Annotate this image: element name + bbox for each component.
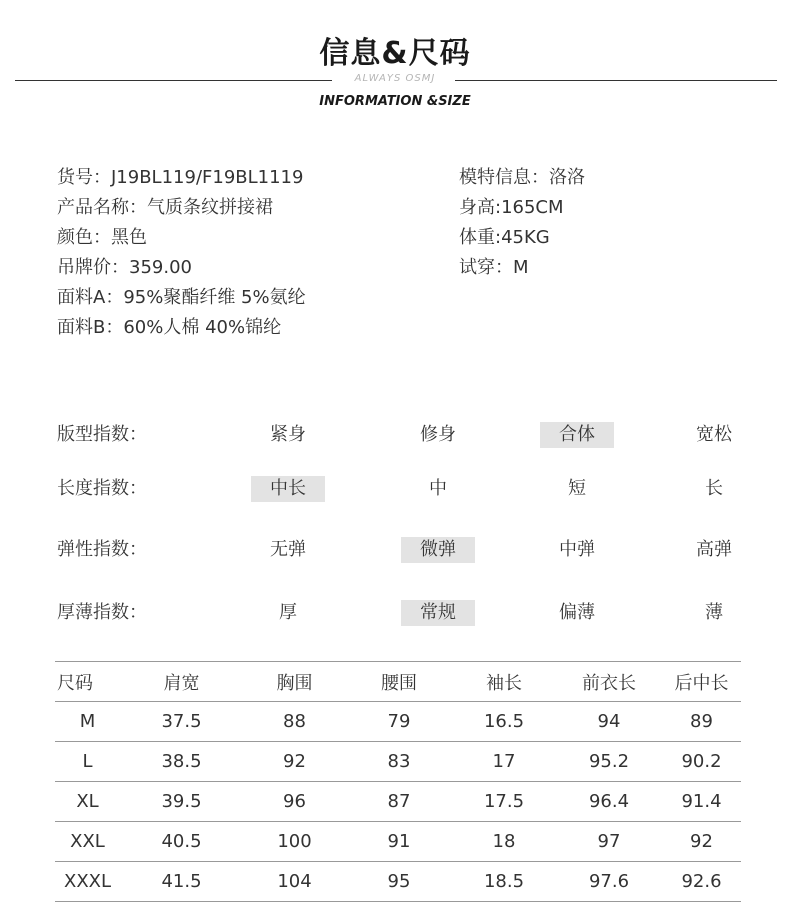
index-option: 修身 (420, 424, 456, 445)
table-cell: 92 (243, 742, 346, 782)
column-header: 前衣长 (556, 662, 662, 702)
column-header: 胸围 (243, 662, 346, 702)
table-cell: 83 (346, 742, 452, 782)
table-row (55, 782, 741, 822)
column-header: 腰围 (346, 662, 452, 702)
column-header: 肩宽 (120, 662, 243, 702)
model-info (459, 163, 585, 283)
table-cell: 79 (346, 702, 452, 742)
info-item-model: 模特信息：洛洛 (459, 167, 585, 188)
table-cell: M (55, 702, 120, 742)
page-title: 信息&尺码 (319, 36, 471, 71)
table-cell: 38.5 (120, 742, 243, 782)
brand-subtitle: ALWAYS OSMJ (354, 73, 436, 84)
index-option: 宽松 (696, 424, 732, 445)
size-table (55, 661, 741, 902)
table-cell: 89 (662, 702, 741, 742)
info-item-color: 颜色：黑色 (57, 227, 147, 248)
index-row-thickness (0, 598, 790, 628)
index-option: 中长 (251, 476, 325, 502)
index-option: 厚 (279, 602, 297, 623)
table-cell: 37.5 (120, 702, 243, 742)
info-item-trial-size: 试穿：M (459, 257, 529, 278)
index-option: 紧身 (270, 424, 306, 445)
index-option: 无弹 (270, 539, 306, 560)
table-cell: 97.6 (556, 862, 662, 902)
index-option: 薄 (705, 602, 723, 623)
table-cell: 91.4 (662, 782, 741, 822)
index-label: 弹性指数： (57, 539, 147, 560)
table-cell: 97 (556, 822, 662, 862)
index-label: 长度指数： (57, 478, 147, 499)
index-option: 高弹 (696, 539, 732, 560)
table-cell: L (55, 742, 120, 782)
table-cell: 92.6 (662, 862, 741, 902)
index-option: 偏薄 (559, 602, 595, 623)
column-header: 尺码 (55, 662, 120, 702)
table-row (55, 822, 741, 862)
table-cell: XXL (55, 822, 120, 862)
index-row-fit (0, 420, 790, 450)
index-option: 合体 (540, 422, 614, 448)
table-cell: 91 (346, 822, 452, 862)
section-subtitle: INFORMATION &SIZE (319, 94, 471, 109)
info-item-weight: 体重:45KG (459, 227, 550, 248)
index-label: 版型指数： (57, 424, 147, 445)
info-item-name: 产品名称：气质条纹拼接裙 (57, 197, 273, 218)
column-header: 后中长 (662, 662, 741, 702)
table-cell: 87 (346, 782, 452, 822)
index-row-elasticity (0, 535, 790, 565)
table-cell: XL (55, 782, 120, 822)
table-cell: 41.5 (120, 862, 243, 902)
index-option: 中弹 (559, 539, 595, 560)
table-cell: 39.5 (120, 782, 243, 822)
index-option: 短 (568, 478, 586, 499)
index-option: 微弹 (401, 537, 475, 563)
table-cell: 17 (452, 742, 556, 782)
table-cell: 100 (243, 822, 346, 862)
product-info (57, 163, 306, 343)
table-cell: 90.2 (662, 742, 741, 782)
table-cell: 92 (662, 822, 741, 862)
table-cell: XXXL (55, 862, 120, 902)
table-row (55, 742, 741, 782)
table-cell: 96.4 (556, 782, 662, 822)
table-cell: 18.5 (452, 862, 556, 902)
index-option: 常规 (401, 600, 475, 626)
index-row-length (0, 474, 790, 504)
table-cell: 88 (243, 702, 346, 742)
table-cell: 40.5 (120, 822, 243, 862)
table-cell: 17.5 (452, 782, 556, 822)
table-cell: 94 (556, 702, 662, 742)
info-item-height: 身高:165CM (459, 197, 564, 218)
index-label: 厚薄指数： (57, 602, 147, 623)
index-option: 中 (429, 478, 447, 499)
info-item-fabric-b: 面料B：60%人棉 40%锦纶 (57, 317, 282, 338)
table-cell: 16.5 (452, 702, 556, 742)
table-cell: 96 (243, 782, 346, 822)
info-item-sku: 货号：J19BL119/F19BL1119 (57, 167, 304, 188)
table-row (55, 862, 741, 902)
table-row (55, 702, 741, 742)
info-item-price: 吊牌价：359.00 (57, 257, 192, 278)
info-item-fabric-a: 面料A：95%聚酯纤维 5%氨纶 (57, 287, 306, 308)
table-cell: 18 (452, 822, 556, 862)
table-cell: 104 (243, 862, 346, 902)
index-option: 长 (705, 478, 723, 499)
column-header: 袖长 (452, 662, 556, 702)
table-header-row (55, 662, 741, 702)
table-cell: 95 (346, 862, 452, 902)
table-cell: 95.2 (556, 742, 662, 782)
